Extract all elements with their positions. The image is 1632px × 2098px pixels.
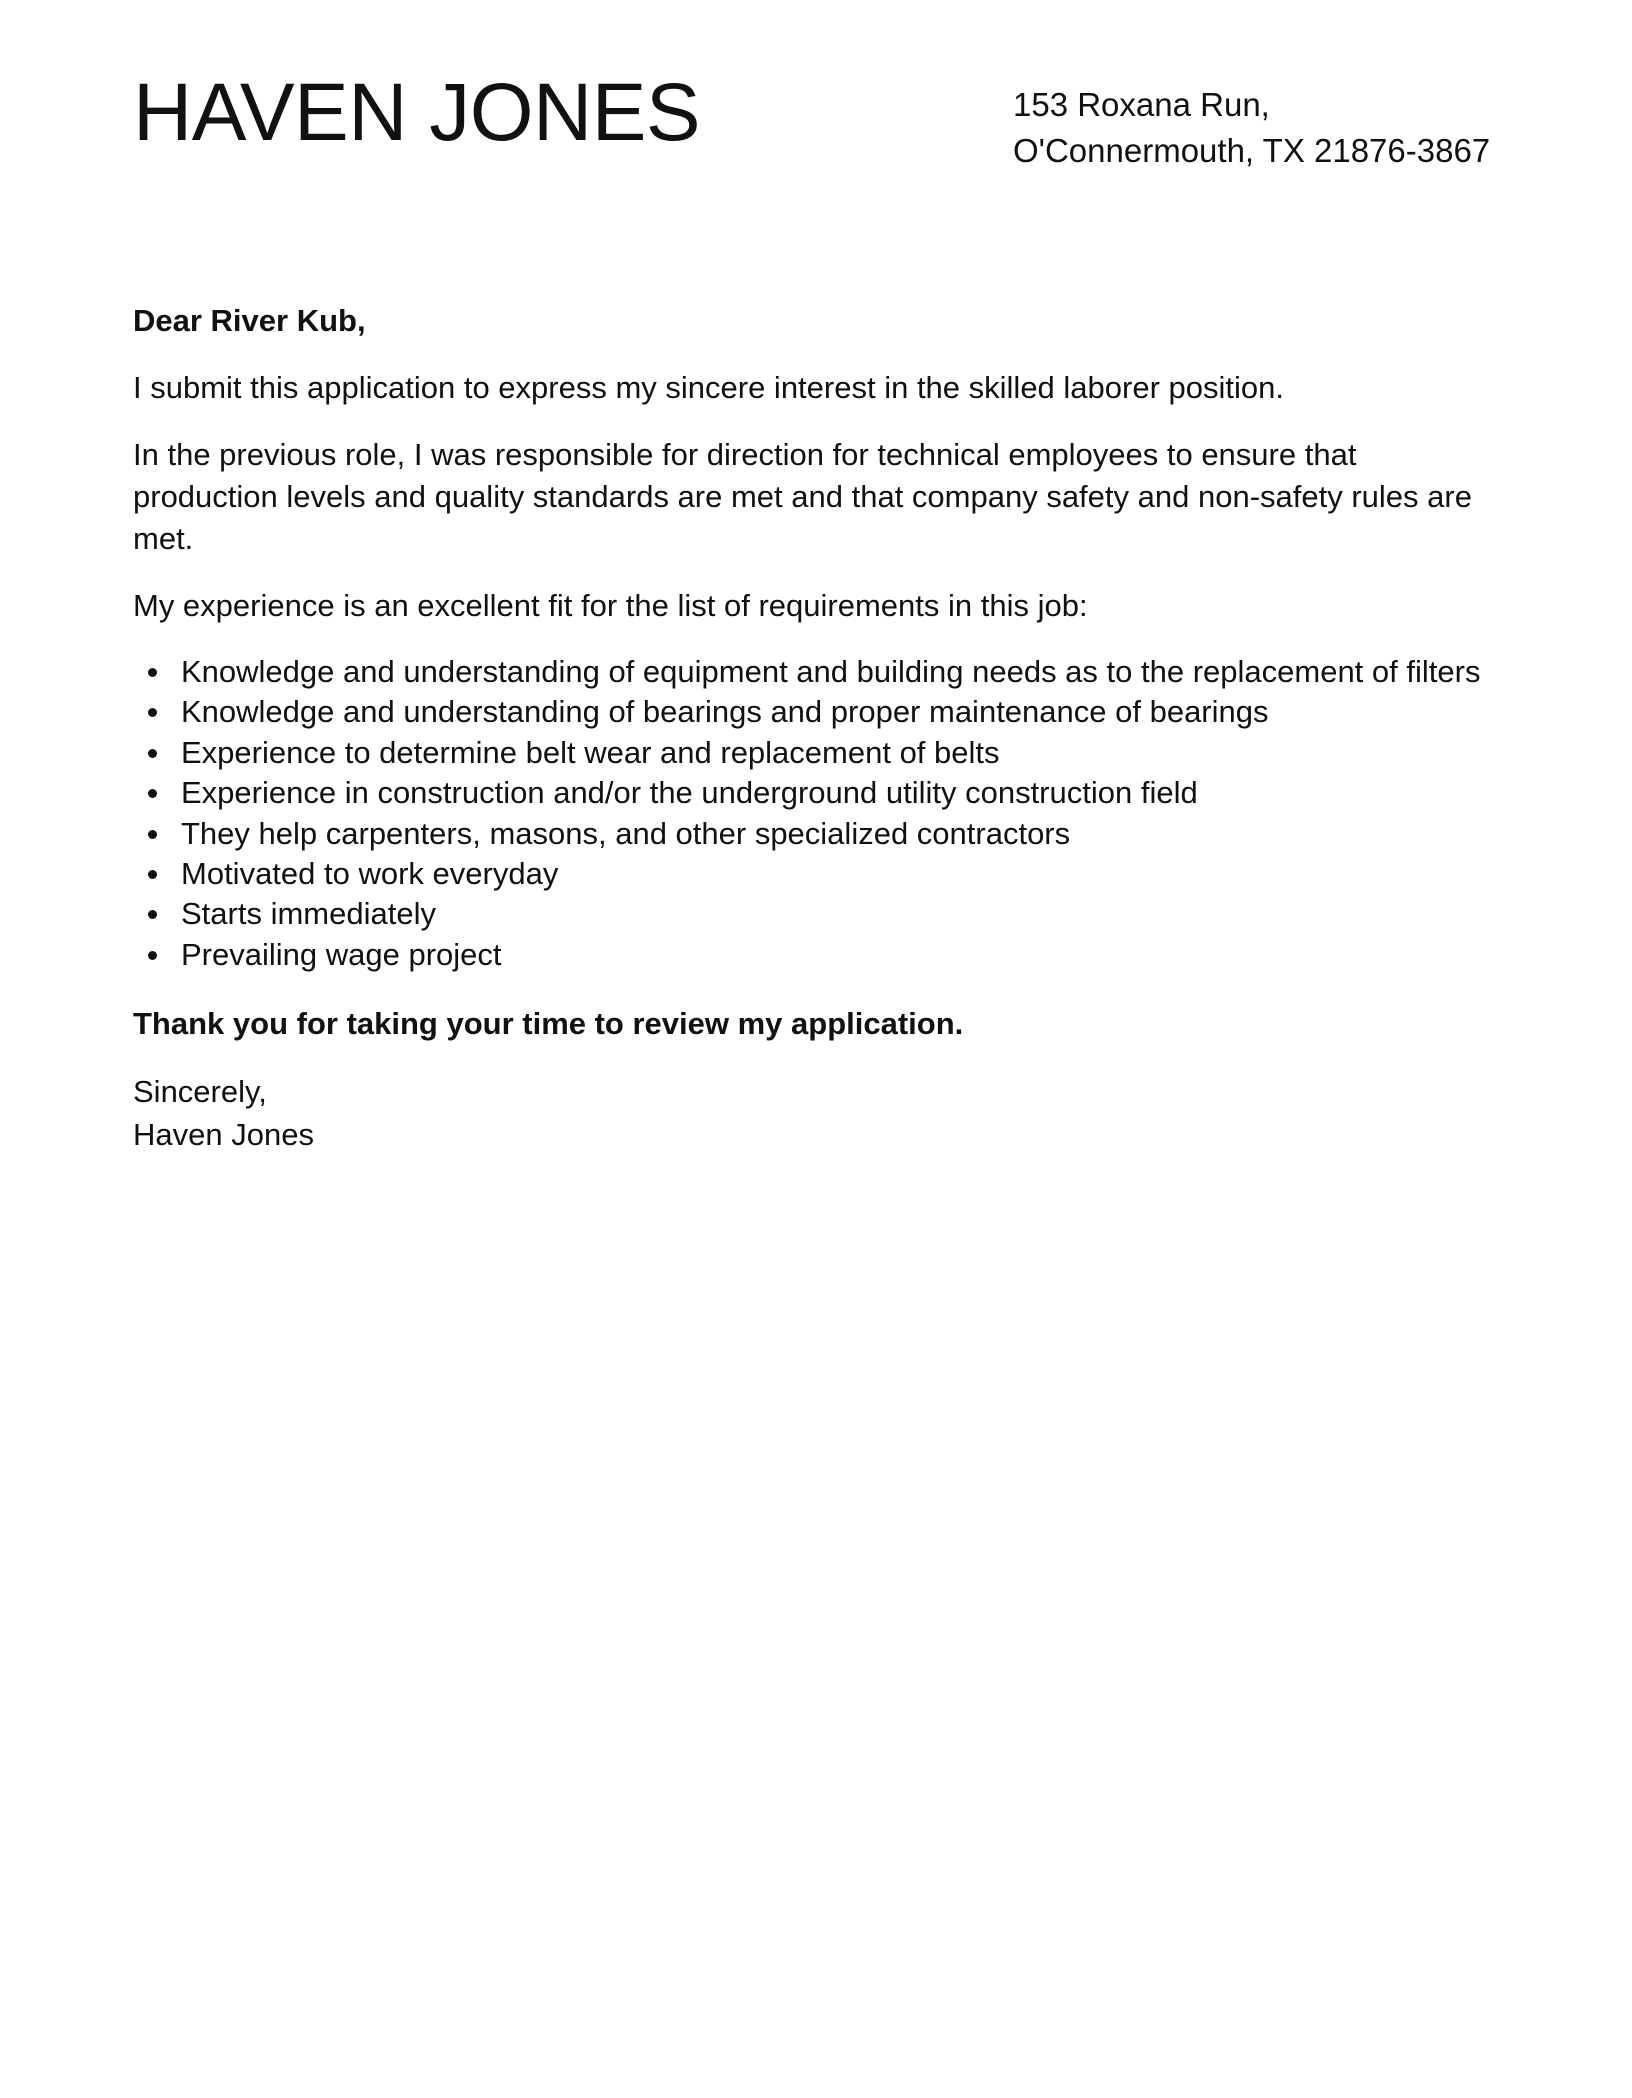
signoff-block (133, 1070, 1499, 1156)
requirement-item: Motivated to work everyday (181, 854, 1499, 894)
letter-body (133, 300, 1499, 1156)
signoff-text: Sincerely, (133, 1074, 267, 1110)
requirement-item: Knowledge and understanding of equipment and building needs as to the replacement of filters (181, 652, 1499, 692)
requirements-intro: My experience is an excellent fit for the list of requirements in this job: (133, 588, 1088, 623)
requirement-item: They help carpenters, masons, and other specialized contractors (181, 814, 1499, 854)
requirement-item: Prevailing wage project (181, 935, 1499, 975)
signature-name: Haven Jones (133, 1117, 314, 1153)
salutation: Dear River Kub, (133, 303, 366, 338)
requirement-item: Knowledge and understanding of bearings and proper maintenance of bearings (181, 692, 1499, 732)
requirements-list (133, 652, 1499, 975)
address-line-2: O'Connermouth, TX 21876-3867 (1013, 132, 1491, 169)
letter-header (133, 0, 1499, 300)
address-line-1: 153 Roxana Run, (1013, 86, 1270, 123)
requirement-item: Experience to determine belt wear and replacement of belts (181, 733, 1499, 773)
requirement-item: Experience in construction and/or the underground utility construction field (181, 773, 1499, 813)
intro-paragraph: I submit this application to express my sincere interest in the skilled laborer position. (133, 370, 1284, 405)
experience-paragraph: In the previous role, I was responsible for direction for technical employees to ensure that production levels and quality standards are met and that company safety and non-safety rules are met. (133, 437, 1472, 556)
applicant-name: HAVEN JONES (133, 67, 701, 158)
applicant-address (1013, 82, 1499, 174)
closing-line: Thank you for taking your time to review my application. (133, 1006, 964, 1042)
requirement-item: Starts immediately (181, 894, 1499, 934)
